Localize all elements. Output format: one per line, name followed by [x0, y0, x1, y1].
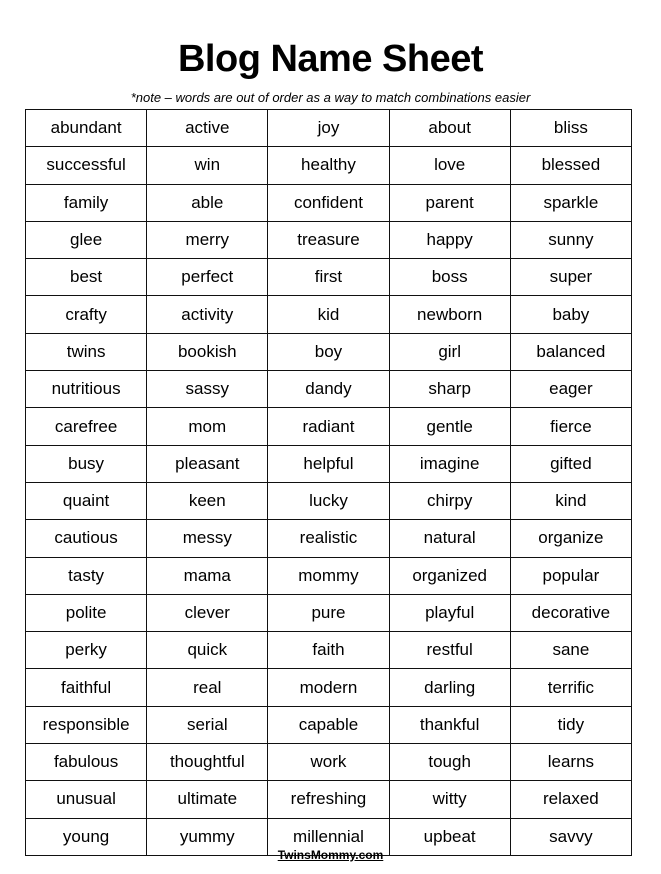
word-cell: treasure	[268, 221, 389, 258]
word-cell: modern	[268, 669, 389, 706]
word-cell: helpful	[268, 445, 389, 482]
word-cell: sassy	[147, 371, 268, 408]
word-cell: organized	[389, 557, 510, 594]
order-note: *note – words are out of order as a way to match combinations easier	[130, 90, 531, 105]
table-row	[26, 408, 632, 445]
word-cell: perfect	[147, 259, 268, 296]
word-cell: terrific	[510, 669, 631, 706]
word-cell: serial	[147, 706, 268, 743]
word-cell: quaint	[26, 482, 147, 519]
word-cell: gifted	[510, 445, 631, 482]
word-cell: learns	[510, 744, 631, 781]
table-row	[26, 221, 632, 258]
word-cell: parent	[389, 184, 510, 221]
word-table-body	[26, 110, 632, 856]
word-cell: family	[26, 184, 147, 221]
word-cell: boss	[389, 259, 510, 296]
word-cell: mommy	[268, 557, 389, 594]
word-cell: kind	[510, 482, 631, 519]
word-cell: capable	[268, 706, 389, 743]
word-cell: blessed	[510, 147, 631, 184]
word-cell: joy	[268, 110, 389, 147]
page-title: Blog Name Sheet	[177, 38, 484, 80]
table-row	[26, 520, 632, 557]
word-cell: baby	[510, 296, 631, 333]
word-cell: able	[147, 184, 268, 221]
word-cell: young	[26, 818, 147, 855]
word-cell: eager	[510, 371, 631, 408]
word-cell: organize	[510, 520, 631, 557]
word-cell: newborn	[389, 296, 510, 333]
word-cell: refreshing	[268, 781, 389, 818]
word-cell: bliss	[510, 110, 631, 147]
word-cell: relaxed	[510, 781, 631, 818]
word-cell: playful	[389, 594, 510, 631]
word-cell: popular	[510, 557, 631, 594]
word-cell: love	[389, 147, 510, 184]
table-row	[26, 781, 632, 818]
word-cell: darling	[389, 669, 510, 706]
table-row	[26, 184, 632, 221]
word-cell: decorative	[510, 594, 631, 631]
word-cell: work	[268, 744, 389, 781]
word-cell: polite	[26, 594, 147, 631]
table-row	[26, 259, 632, 296]
word-cell: witty	[389, 781, 510, 818]
word-cell: yummy	[147, 818, 268, 855]
word-cell: faithful	[26, 669, 147, 706]
word-cell: realistic	[268, 520, 389, 557]
table-row	[26, 371, 632, 408]
word-cell: chirpy	[389, 482, 510, 519]
word-cell: real	[147, 669, 268, 706]
word-cell: best	[26, 259, 147, 296]
word-cell: crafty	[26, 296, 147, 333]
word-cell: fierce	[510, 408, 631, 445]
table-row	[26, 296, 632, 333]
table-row	[26, 110, 632, 147]
word-cell: active	[147, 110, 268, 147]
table-row	[26, 706, 632, 743]
word-cell: fabulous	[26, 744, 147, 781]
word-cell: faith	[268, 632, 389, 669]
word-cell: clever	[147, 594, 268, 631]
word-cell: tasty	[26, 557, 147, 594]
word-cell: mama	[147, 557, 268, 594]
word-cell: merry	[147, 221, 268, 258]
word-cell: kid	[268, 296, 389, 333]
word-cell: quick	[147, 632, 268, 669]
word-cell: pleasant	[147, 445, 268, 482]
word-cell: mom	[147, 408, 268, 445]
footer-site-link[interactable]: TwinsMommy.com	[277, 848, 384, 862]
word-cell: glee	[26, 221, 147, 258]
word-cell: first	[268, 259, 389, 296]
word-cell: lucky	[268, 482, 389, 519]
word-cell: sunny	[510, 221, 631, 258]
word-cell: super	[510, 259, 631, 296]
table-row	[26, 669, 632, 706]
word-cell: messy	[147, 520, 268, 557]
word-cell: carefree	[26, 408, 147, 445]
word-cell: thankful	[389, 706, 510, 743]
word-cell: cautious	[26, 520, 147, 557]
word-cell: savvy	[510, 818, 631, 855]
word-cell: sane	[510, 632, 631, 669]
word-cell: abundant	[26, 110, 147, 147]
word-cell: radiant	[268, 408, 389, 445]
word-cell: busy	[26, 445, 147, 482]
word-cell: millennial	[268, 818, 389, 855]
word-cell: perky	[26, 632, 147, 669]
word-cell: confident	[268, 184, 389, 221]
word-cell: bookish	[147, 333, 268, 370]
word-cell: sparkle	[510, 184, 631, 221]
table-row	[26, 594, 632, 631]
word-cell: activity	[147, 296, 268, 333]
word-cell: unusual	[26, 781, 147, 818]
word-cell: restful	[389, 632, 510, 669]
word-cell: healthy	[268, 147, 389, 184]
word-cell: tidy	[510, 706, 631, 743]
word-cell: girl	[389, 333, 510, 370]
word-cell: balanced	[510, 333, 631, 370]
table-row	[26, 333, 632, 370]
word-cell: pure	[268, 594, 389, 631]
word-cell: ultimate	[147, 781, 268, 818]
word-cell: tough	[389, 744, 510, 781]
table-row	[26, 557, 632, 594]
word-cell: responsible	[26, 706, 147, 743]
word-cell: win	[147, 147, 268, 184]
footer-credit	[0, 848, 661, 862]
word-cell: upbeat	[389, 818, 510, 855]
word-cell: natural	[389, 520, 510, 557]
word-cell: boy	[268, 333, 389, 370]
word-cell: successful	[26, 147, 147, 184]
word-cell: happy	[389, 221, 510, 258]
word-cell: sharp	[389, 371, 510, 408]
table-row	[26, 482, 632, 519]
word-cell: about	[389, 110, 510, 147]
word-cell: thoughtful	[147, 744, 268, 781]
word-cell: keen	[147, 482, 268, 519]
word-table	[25, 109, 632, 856]
table-row	[26, 744, 632, 781]
word-cell: gentle	[389, 408, 510, 445]
word-cell: imagine	[389, 445, 510, 482]
table-row	[26, 147, 632, 184]
word-cell: dandy	[268, 371, 389, 408]
table-row	[26, 632, 632, 669]
table-row	[26, 445, 632, 482]
word-cell: twins	[26, 333, 147, 370]
word-cell: nutritious	[26, 371, 147, 408]
